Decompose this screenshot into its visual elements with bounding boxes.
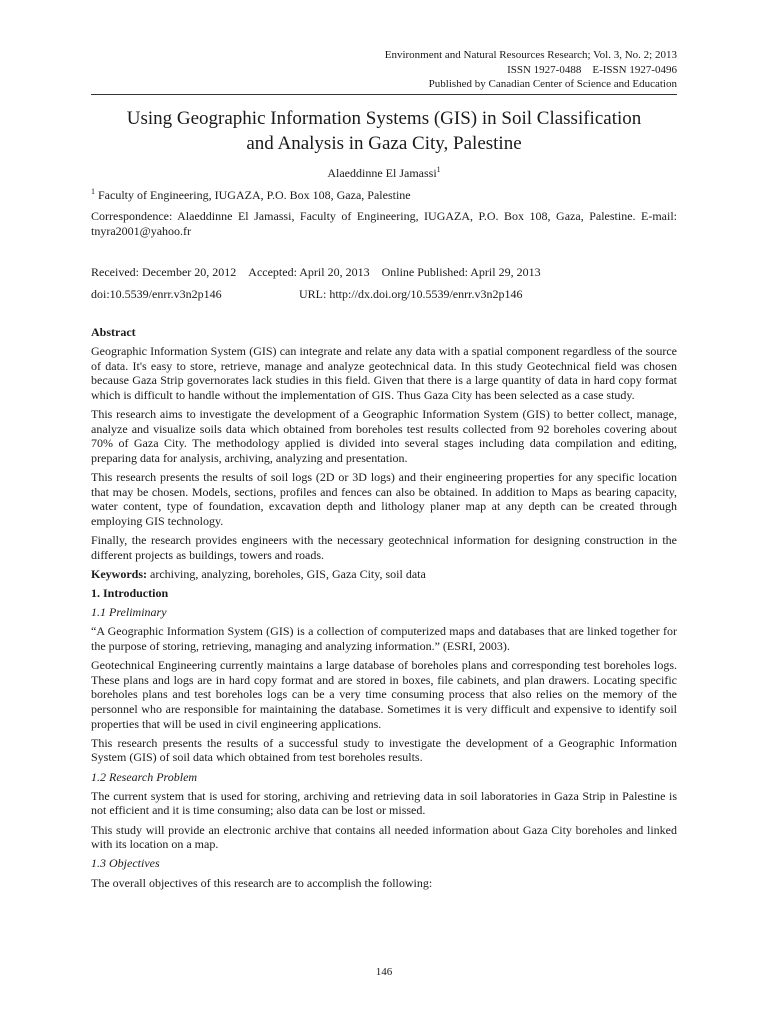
journal-citation: Environment and Natural Resources Research; Vol. 3, No. 2; 2013: [384, 49, 677, 61]
keywords-label: Keywords:: [91, 566, 147, 581]
subsection-heading-research-problem: 1.2 Research Problem: [91, 769, 198, 784]
title-line-1: Using Geographic Information Systems (GIS) in Soil Classification: [126, 108, 642, 129]
paper-body: [91, 325, 677, 895]
page-number: 146: [375, 966, 393, 978]
body-paragraph: This research presents the results of a successful study to investigate the development of a Geographic Information System (GIS) of soil data which obtained from test boreholes results.: [91, 735, 677, 765]
subsection-heading-objectives: 1.3 Objectives: [91, 856, 160, 871]
abstract-heading: Abstract: [91, 325, 136, 339]
published-date: Online Published: April 29, 2013: [381, 265, 541, 279]
subsection-heading-preliminary: 1.1 Preliminary: [91, 605, 167, 620]
header-rule: [91, 94, 677, 95]
received-date: Received: December 20, 2012: [91, 265, 237, 279]
accepted-date: Accepted: April 20, 2013: [248, 265, 370, 279]
body-paragraph: The overall objectives of this research are to accomplish the following:: [91, 875, 433, 890]
affiliation: [91, 188, 677, 203]
body-paragraph: This study will provide an electronic archive that contains all needed information about Gaza City boreholes and linked with its location on a map.: [91, 822, 677, 852]
abstract-paragraph: This research aims to investigate the development of a Geographic Information System (GIS) to better collect, manage, analyze and visualize soils data which obtained from boreholes test results collected from 92 boreholes covering about 70% of Gaza City. The methodology applied is divided into several stages including data compilation and editing, preparing data for analysis, archiving, analyzing and presentation.: [91, 407, 677, 465]
abstract-paragraph: Finally, the research provides engineers with the necessary geotechnical information for designing construction in the different projects as buildings, towers and roads.: [91, 533, 677, 562]
doi: doi:10.5539/enrr.v3n2p146: [91, 287, 222, 301]
url-link[interactable]: URL: http://dx.doi.org/10.5539/enrr.v3n2p146: [299, 287, 523, 301]
body-paragraph: “A Geographic Information System (GIS) is a collection of computerized maps and databases that are linked together for the purpose of storing, retrieving, managing and analyzing information.” (ESRI, 2003).: [91, 624, 677, 654]
affiliation-marker: 1: [91, 187, 95, 196]
abstract-paragraph: Geographic Information System (GIS) can integrate and relate any data with a spatial component regardless of the source of data. It's easy to store, retrieve, manage and analyze geotechnical data. In this study Geotechnical field was chosen because Gaza Strip governorates lack studies in this field. Given that there is a large quantity of data in hard copy format which is difficult to handle without the implementation of GIS. Thus Gaza City has been selected as a case study.: [91, 344, 677, 402]
body-paragraph: Geotechnical Engineering currently maintains a large database of boreholes plans and corresponding test boreholes logs. These plans and logs are in hard copy format and are stored in boxes, file cabinets, and plan drawers. Locating specific boreholes plans and test boreholes logs can be a very time consuming process that also relies on the memory of the personnel who are responsible for maintaining the database. Sometimes it is very difficult and expensive to identify soil properties that will be used in civil engineering applications.: [91, 658, 677, 731]
author-line: [0, 166, 768, 181]
title-line-2: and Analysis in Gaza City, Palestine: [246, 133, 522, 154]
body-paragraph: The current system that is used for storing, archiving and retrieving data in soil laboratories in Gaza Strip in Palestine is not efficient and it is time consuming; also data can be lost or missed.: [91, 788, 677, 818]
author-name: Alaeddinne El Jamassi: [327, 166, 437, 180]
journal-publisher: Published by Canadian Center of Science and Education: [428, 78, 677, 90]
author-affiliation-marker: 1: [436, 165, 441, 174]
journal-issn: ISSN 1927-0488 E-ISSN 1927-0496: [507, 63, 677, 76]
section-heading-introduction: 1. Introduction: [91, 586, 169, 601]
abstract-paragraph: This research presents the results of soil logs (2D or 3D logs) and their engineering properties for any specific location that may be chosen. Models, sections, profiles and fences can also be obtained. In addition to Maps as bearing capacity, water content, type of foundation, excavation depth and lithology planer map at any depth can be created through employing GIS technology.: [91, 470, 677, 528]
affiliation-text: Faculty of Engineering, IUGAZA, P.O. Box 108, Gaza, Palestine: [98, 188, 411, 202]
dates-row: [91, 265, 677, 280]
journal-header: [385, 48, 677, 92]
identifiers-row: [91, 287, 677, 302]
keywords: [91, 567, 677, 582]
paper-title: [60, 106, 708, 156]
correspondence: Correspondence: Alaeddinne El Jamassi, Faculty of Engineering, IUGAZA, P.O. Box 108, Gaza, Palestine. E-mail: tnyra2001@yahoo.fr: [91, 209, 677, 238]
keywords-text: archiving, analyzing, boreholes, GIS, Gaza City, soil data: [147, 566, 426, 581]
